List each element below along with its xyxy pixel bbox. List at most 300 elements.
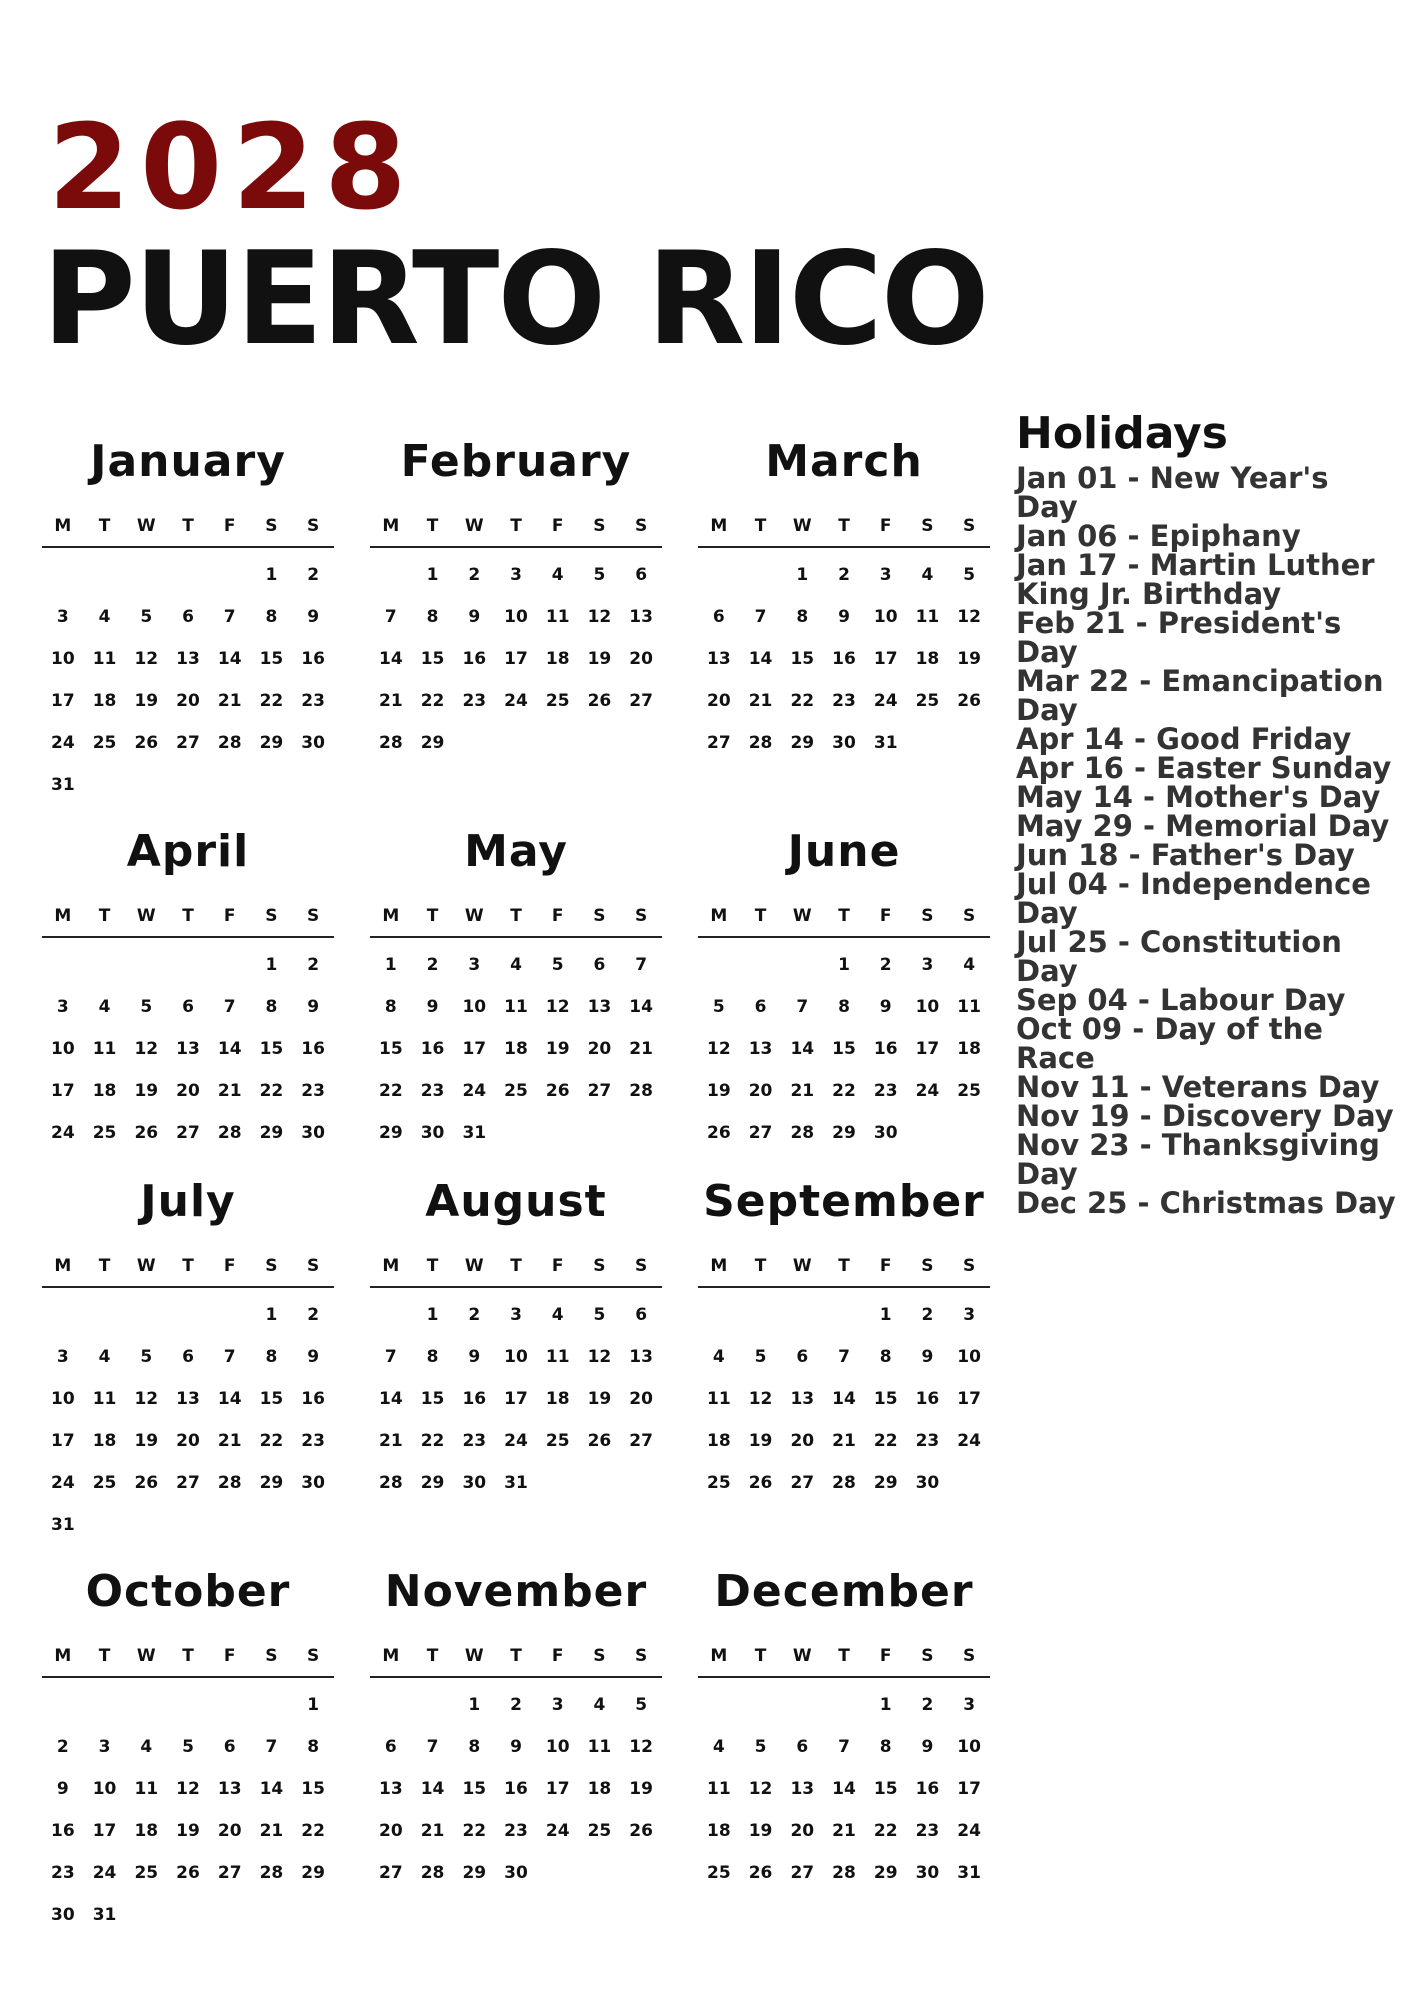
day-cell: 31 (51, 1515, 75, 1535)
weekday-label: T (838, 906, 850, 926)
day-cell: 8 (265, 607, 278, 627)
day-cell: 25 (545, 691, 570, 711)
day-cell: 13 (707, 649, 731, 669)
month-march (698, 430, 990, 820)
day-cell: 26 (587, 1431, 612, 1451)
day-cell: 1 (879, 1695, 892, 1715)
day-cell: 27 (790, 1473, 815, 1493)
day-cell: 26 (134, 733, 159, 753)
empty-cell (167, 1684, 209, 1726)
day-cell: 28 (259, 1863, 284, 1883)
day-cell: 22 (259, 1431, 284, 1451)
empty-cell (370, 1294, 412, 1336)
day-cell: 2 (307, 565, 320, 585)
day-grid (42, 1294, 334, 1546)
day-cell: 15 (420, 649, 445, 669)
day-cell: 25 (915, 691, 940, 711)
weekday-label: F (879, 516, 892, 536)
weekday-label: F (551, 1646, 564, 1666)
day-cell: 16 (504, 1779, 528, 1799)
day-cell: 23 (462, 1431, 487, 1451)
day-cell: 25 (707, 1863, 731, 1883)
day-cell: 8 (384, 997, 397, 1017)
day-cell: 26 (957, 691, 981, 711)
day-cell: 1 (265, 1305, 278, 1325)
day-cell: 23 (420, 1081, 445, 1101)
day-cell: 30 (832, 733, 856, 753)
day-cell: 29 (301, 1863, 325, 1883)
day-cell: 7 (838, 1737, 850, 1757)
day-cell: 15 (259, 1039, 284, 1059)
weekday-label: M (382, 906, 400, 926)
month-name: October (85, 1566, 291, 1617)
day-cell: 23 (832, 691, 856, 711)
day-cell: 4 (712, 1347, 725, 1367)
day-cell: 24 (504, 1431, 528, 1451)
day-cell: 10 (873, 607, 898, 627)
holiday-item: Mar 22 - Emancipation Day (1016, 664, 1384, 728)
day-cell: 30 (915, 1863, 940, 1883)
day-cell: 20 (629, 1389, 653, 1409)
day-cell: 13 (629, 607, 653, 627)
day-cell: 6 (593, 955, 606, 975)
day-cell: 21 (748, 691, 773, 711)
holiday-item: May 29 - Memorial Day (1016, 809, 1390, 844)
day-cell: 12 (957, 607, 981, 627)
months-grid (42, 430, 992, 1940)
day-cell: 28 (748, 733, 773, 753)
weekday-header (698, 896, 990, 938)
day-cell: 9 (426, 997, 439, 1017)
day-cell: 19 (176, 1821, 200, 1841)
empty-cell (125, 1684, 167, 1726)
empty-cell (167, 554, 209, 596)
empty-cell (84, 944, 126, 986)
day-cell: 14 (379, 649, 403, 669)
day-cell: 17 (51, 1431, 75, 1451)
day-cell: 30 (301, 1473, 325, 1493)
day-cell: 11 (587, 1737, 612, 1757)
day-cell: 6 (635, 565, 648, 585)
day-cell: 17 (957, 1779, 981, 1799)
weekday-label: T (182, 906, 194, 926)
day-cell: 5 (551, 955, 564, 975)
weekday-label: M (710, 1646, 728, 1666)
empty-cell (251, 1684, 293, 1726)
day-cell: 16 (915, 1779, 940, 1799)
holiday-item: Jan 01 - New Year's Day (1016, 461, 1329, 525)
day-cell: 11 (545, 607, 570, 627)
weekday-label: F (551, 1256, 564, 1276)
empty-cell (740, 1294, 782, 1336)
weekday-label: F (879, 1646, 892, 1666)
month-december (698, 1560, 990, 1940)
day-cell: 17 (915, 1039, 940, 1059)
day-cell: 18 (134, 1821, 159, 1841)
day-cell: 21 (217, 1081, 242, 1101)
day-cell: 13 (176, 1039, 200, 1059)
holiday-item: Nov 23 - Thanksgiving Day (1016, 1128, 1380, 1192)
holiday-item: Apr 16 - Easter Sunday (1016, 751, 1392, 786)
day-cell: 28 (420, 1863, 445, 1883)
weekday-label: S (963, 1256, 976, 1276)
weekday-header (42, 506, 334, 548)
day-cell: 14 (790, 1039, 815, 1059)
weekday-label: T (98, 516, 111, 536)
day-cell: 30 (51, 1905, 75, 1925)
day-cell: 22 (301, 1821, 325, 1841)
day-cell: 18 (545, 1389, 570, 1409)
day-cell: 20 (790, 1821, 815, 1841)
day-cell: 17 (92, 1821, 117, 1841)
day-cell: 11 (504, 997, 528, 1017)
day-cell: 8 (307, 1737, 320, 1757)
holiday-item: Oct 09 - Day of the Race (1016, 1012, 1323, 1076)
holiday-list (1016, 461, 1396, 1221)
day-cell: 27 (176, 1123, 200, 1143)
day-cell: 5 (593, 565, 606, 585)
day-cell: 2 (838, 565, 850, 585)
day-cell: 6 (182, 997, 194, 1017)
empty-cell (84, 1294, 126, 1336)
day-cell: 14 (217, 649, 242, 669)
day-cell: 13 (748, 1039, 773, 1059)
empty-cell (740, 944, 782, 986)
month-name: February (400, 436, 632, 487)
day-cell: 15 (379, 1039, 403, 1059)
day-cell: 24 (545, 1821, 570, 1841)
month-september (698, 1170, 990, 1560)
empty-cell (167, 1294, 209, 1336)
day-cell: 6 (635, 1305, 648, 1325)
day-cell: 13 (587, 997, 612, 1017)
day-cell: 6 (182, 1347, 194, 1367)
weekday-label: T (98, 1646, 111, 1666)
day-cell: 19 (748, 1821, 773, 1841)
day-cell: 30 (420, 1123, 445, 1143)
day-cell: 18 (915, 649, 940, 669)
day-cell: 9 (921, 1737, 934, 1757)
day-cell: 25 (92, 1473, 117, 1493)
month-may (370, 820, 662, 1170)
day-grid (370, 554, 662, 764)
empty-cell (209, 554, 251, 596)
day-cell: 12 (134, 1039, 159, 1059)
day-cell: 9 (921, 1347, 934, 1367)
day-cell: 21 (790, 1081, 815, 1101)
weekday-label: M (710, 906, 728, 926)
day-cell: 19 (587, 649, 612, 669)
day-cell: 14 (379, 1389, 403, 1409)
weekday-label: F (223, 516, 236, 536)
weekday-label: M (54, 906, 72, 926)
day-cell: 19 (545, 1039, 570, 1059)
day-cell: 21 (832, 1821, 856, 1841)
day-cell: 19 (957, 649, 981, 669)
day-cell: 15 (790, 649, 815, 669)
weekday-label: M (54, 516, 72, 536)
month-name: March (765, 436, 923, 487)
day-cell: 25 (92, 733, 117, 753)
year-title: 2028 (48, 98, 417, 236)
day-cell: 21 (217, 1431, 242, 1451)
day-cell: 18 (707, 1821, 731, 1841)
day-cell: 22 (832, 1081, 856, 1101)
day-cell: 4 (140, 1737, 153, 1757)
day-cell: 24 (957, 1431, 981, 1451)
empty-cell (698, 1684, 740, 1726)
day-cell: 7 (426, 1737, 439, 1757)
day-cell: 16 (420, 1039, 445, 1059)
day-cell: 13 (217, 1779, 242, 1799)
day-cell: 7 (754, 607, 767, 627)
day-cell: 9 (307, 997, 320, 1017)
day-cell: 1 (426, 1305, 439, 1325)
day-cell: 2 (468, 1305, 481, 1325)
day-cell: 16 (301, 1039, 325, 1059)
weekday-label: F (223, 1256, 236, 1276)
day-cell: 24 (51, 1123, 75, 1143)
day-cell: 13 (790, 1389, 815, 1409)
weekday-label: T (510, 1646, 522, 1666)
day-cell: 25 (957, 1081, 981, 1101)
day-cell: 8 (265, 1347, 278, 1367)
weekday-label: M (54, 1256, 72, 1276)
day-cell: 18 (504, 1039, 528, 1059)
day-cell: 2 (468, 565, 481, 585)
day-cell: 25 (587, 1821, 612, 1841)
day-cell: 7 (223, 997, 236, 1017)
holiday-item: Jul 04 - Independence Day (1016, 867, 1371, 931)
day-cell: 12 (587, 607, 612, 627)
day-cell: 25 (545, 1431, 570, 1451)
day-cell: 2 (921, 1695, 934, 1715)
holiday-item: Nov 19 - Discovery Day (1016, 1099, 1394, 1134)
day-cell: 30 (504, 1863, 528, 1883)
day-grid (698, 1684, 990, 1894)
day-cell: 29 (259, 1473, 284, 1493)
day-cell: 8 (796, 607, 809, 627)
day-cell: 11 (134, 1779, 159, 1799)
day-cell: 14 (748, 649, 773, 669)
weekday-label: S (593, 516, 606, 536)
day-cell: 4 (98, 607, 111, 627)
empty-cell (740, 554, 782, 596)
weekday-label: W (136, 516, 156, 536)
day-cell: 30 (301, 733, 325, 753)
empty-cell (42, 1294, 84, 1336)
day-cell: 24 (915, 1081, 940, 1101)
day-cell: 17 (957, 1389, 981, 1409)
weekday-label: S (593, 1646, 606, 1666)
weekday-label: W (464, 516, 484, 536)
weekday-label: S (921, 906, 934, 926)
day-cell: 29 (259, 733, 284, 753)
day-cell: 28 (379, 733, 403, 753)
day-cell: 1 (307, 1695, 320, 1715)
day-cell: 4 (593, 1695, 606, 1715)
day-grid (370, 944, 662, 1154)
day-cell: 26 (545, 1081, 570, 1101)
empty-cell (698, 1294, 740, 1336)
day-cell: 3 (56, 607, 69, 627)
day-cell: 24 (504, 691, 528, 711)
day-cell: 22 (790, 691, 815, 711)
weekday-label: T (426, 516, 439, 536)
day-cell: 22 (259, 1081, 284, 1101)
day-cell: 5 (963, 565, 976, 585)
weekday-label: S (921, 1256, 934, 1276)
day-cell: 20 (629, 649, 653, 669)
month-august (370, 1170, 662, 1560)
day-cell: 8 (879, 1347, 892, 1367)
weekday-label: W (792, 516, 812, 536)
day-cell: 17 (51, 1081, 75, 1101)
day-cell: 7 (223, 1347, 236, 1367)
weekday-label: M (710, 516, 728, 536)
day-cell: 22 (873, 1431, 898, 1451)
month-name: June (787, 826, 901, 877)
day-cell: 2 (307, 955, 320, 975)
day-cell: 18 (545, 649, 570, 669)
day-cell: 5 (754, 1347, 767, 1367)
day-cell: 11 (545, 1347, 570, 1367)
empty-cell (781, 1684, 823, 1726)
month-name: January (90, 436, 286, 487)
day-cell: 19 (587, 1389, 612, 1409)
day-cell: 27 (176, 1473, 200, 1493)
day-grid (698, 554, 990, 764)
day-cell: 10 (51, 649, 75, 669)
empty-cell (781, 944, 823, 986)
day-cell: 18 (92, 1431, 117, 1451)
empty-cell (823, 1294, 865, 1336)
day-cell: 6 (712, 607, 725, 627)
empty-cell (823, 1684, 865, 1726)
day-cell: 6 (223, 1737, 236, 1757)
weekday-label: M (382, 516, 400, 536)
day-grid (370, 1684, 662, 1894)
month-february (370, 430, 662, 820)
month-name: May (464, 826, 568, 877)
weekday-label: W (464, 1256, 484, 1276)
day-cell: 2 (307, 1305, 320, 1325)
day-cell: 23 (301, 1431, 325, 1451)
weekday-header (370, 1246, 662, 1288)
weekday-header (698, 506, 990, 548)
day-cell: 10 (915, 997, 940, 1017)
day-cell: 3 (921, 955, 934, 975)
day-cell: 1 (426, 565, 439, 585)
day-cell: 9 (307, 607, 320, 627)
day-cell: 8 (879, 1737, 892, 1757)
day-cell: 5 (140, 997, 153, 1017)
day-cell: 26 (587, 691, 612, 711)
day-cell: 24 (51, 733, 75, 753)
day-cell: 6 (796, 1737, 809, 1757)
day-cell: 22 (462, 1821, 487, 1841)
weekday-label: T (182, 1646, 194, 1666)
weekday-label: T (838, 516, 850, 536)
holiday-item: May 14 - Mother's Day (1016, 780, 1381, 815)
month-june (698, 820, 990, 1170)
holidays-title: Holidays (1016, 408, 1228, 459)
empty-cell (125, 554, 167, 596)
day-cell: 8 (468, 1737, 481, 1757)
weekday-label: W (136, 1646, 156, 1666)
weekday-label: M (54, 1646, 72, 1666)
weekday-label: T (98, 1256, 111, 1276)
day-cell: 29 (259, 1123, 284, 1143)
day-cell: 11 (707, 1779, 731, 1799)
day-cell: 31 (462, 1123, 487, 1143)
day-cell: 16 (915, 1389, 940, 1409)
day-cell: 29 (832, 1123, 856, 1143)
weekday-label: S (963, 906, 976, 926)
day-cell: 21 (379, 1431, 403, 1451)
day-cell: 20 (176, 1081, 200, 1101)
day-cell: 5 (635, 1695, 648, 1715)
day-cell: 28 (832, 1473, 856, 1493)
day-cell: 22 (259, 691, 284, 711)
empty-cell (125, 944, 167, 986)
day-cell: 17 (462, 1039, 487, 1059)
day-cell: 25 (504, 1081, 528, 1101)
day-cell: 9 (468, 1347, 481, 1367)
day-cell: 19 (707, 1081, 731, 1101)
empty-cell (84, 554, 126, 596)
weekday-label: F (879, 906, 892, 926)
day-cell: 2 (921, 1305, 934, 1325)
weekday-label: S (635, 906, 648, 926)
day-cell: 14 (420, 1779, 445, 1799)
day-cell: 29 (420, 733, 445, 753)
weekday-label: S (963, 1646, 976, 1666)
day-cell: 3 (56, 997, 69, 1017)
day-cell: 8 (426, 1347, 439, 1367)
weekday-label: S (265, 1646, 278, 1666)
weekday-label: S (635, 1646, 648, 1666)
weekday-label: T (182, 1256, 194, 1276)
empty-cell (42, 944, 84, 986)
weekday-label: S (635, 516, 648, 536)
day-cell: 27 (629, 691, 653, 711)
day-cell: 5 (593, 1305, 606, 1325)
day-cell: 7 (384, 607, 397, 627)
day-cell: 15 (873, 1389, 898, 1409)
day-cell: 14 (832, 1389, 856, 1409)
day-cell: 23 (915, 1431, 940, 1451)
day-cell: 22 (420, 1431, 445, 1451)
day-cell: 10 (462, 997, 487, 1017)
day-cell: 4 (921, 565, 934, 585)
day-cell: 18 (957, 1039, 981, 1059)
weekday-label: S (963, 516, 976, 536)
day-cell: 11 (92, 1389, 117, 1409)
day-cell: 10 (51, 1389, 75, 1409)
weekday-label: W (136, 1256, 156, 1276)
month-name: August (425, 1176, 607, 1227)
day-cell: 17 (504, 649, 528, 669)
empty-cell (740, 1684, 782, 1726)
weekday-label: T (754, 1256, 767, 1276)
day-cell: 7 (223, 607, 236, 627)
day-cell: 28 (379, 1473, 403, 1493)
day-cell: 2 (56, 1737, 69, 1757)
day-cell: 28 (217, 733, 242, 753)
weekday-header (370, 1636, 662, 1678)
day-cell: 29 (462, 1863, 487, 1883)
